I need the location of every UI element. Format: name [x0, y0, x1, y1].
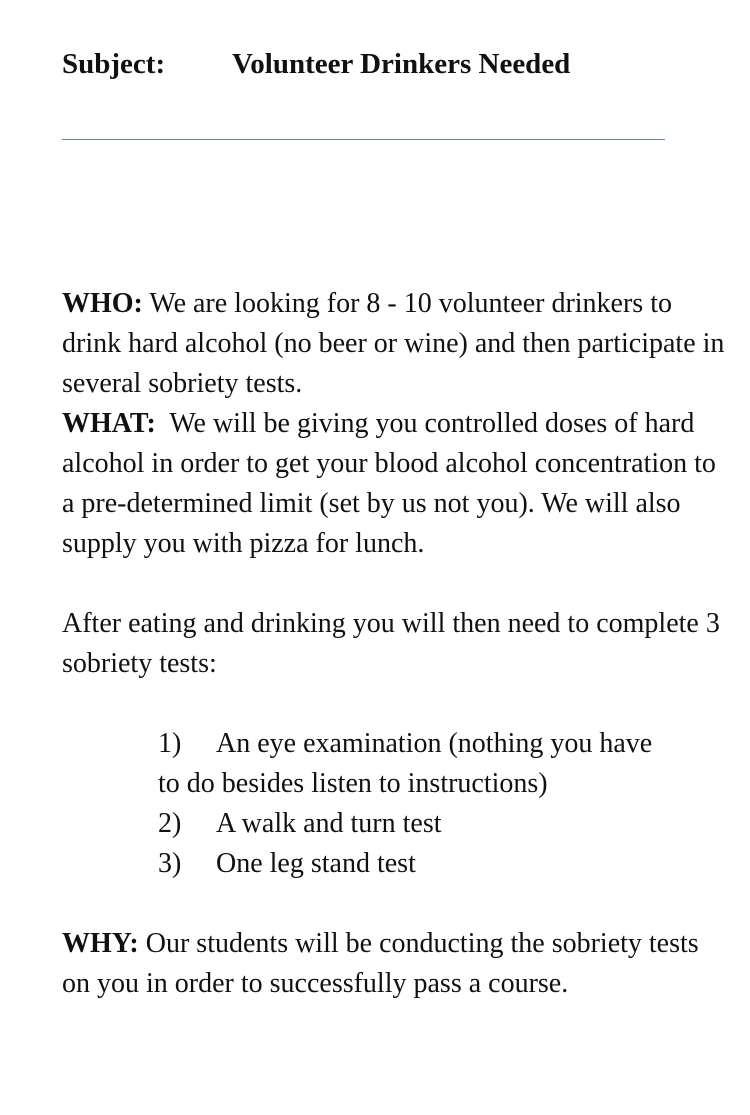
- after-paragraph: After eating and drinking you will then need to complete 3 sobriety tests:: [62, 608, 720, 679]
- list-item-text: An eye examination (nothing you have: [216, 728, 653, 759]
- list-number: 1): [158, 728, 182, 759]
- spacer: [62, 564, 732, 604]
- list-item: [158, 724, 732, 804]
- list-item: [158, 804, 732, 844]
- document-body: [62, 284, 732, 1004]
- sobriety-test-list: [158, 724, 732, 884]
- who-label: WHO:: [62, 288, 143, 319]
- list-number: 2): [158, 808, 182, 839]
- subject-title: Volunteer Drinkers Needed: [232, 48, 571, 80]
- list-number: 3): [158, 848, 182, 879]
- list-item-text-continued: to do besides listen to instructions): [158, 768, 548, 799]
- list-item-text: A walk and turn test: [216, 808, 442, 839]
- subject-line: [62, 44, 570, 84]
- why-paragraph: [62, 924, 732, 1004]
- divider-line: [62, 139, 665, 140]
- why-text: Our students will be conducting the sobriety tests on you in order to successfully pass a course.: [62, 928, 699, 999]
- subject-label: Subject:: [62, 48, 166, 80]
- list-item: [158, 844, 732, 884]
- what-paragraph: [62, 404, 732, 564]
- list-item-text: One leg stand test: [216, 848, 416, 879]
- who-paragraph: [62, 284, 732, 404]
- who-text: We are looking for 8 - 10 volunteer drinkers to drink hard alcohol (no beer or wine) and then participate in several sobriety tests.: [62, 288, 725, 399]
- what-label: WHAT:: [62, 408, 156, 439]
- spacer: [62, 884, 732, 924]
- what-text: We will be giving you controlled doses of hard alcohol in order to get your blood alcohol concentration to a pre-determined limit (set by us not you). We will also supply you with pizza for lunch.: [62, 408, 716, 559]
- spacer: [62, 684, 732, 724]
- why-label: WHY:: [62, 928, 139, 959]
